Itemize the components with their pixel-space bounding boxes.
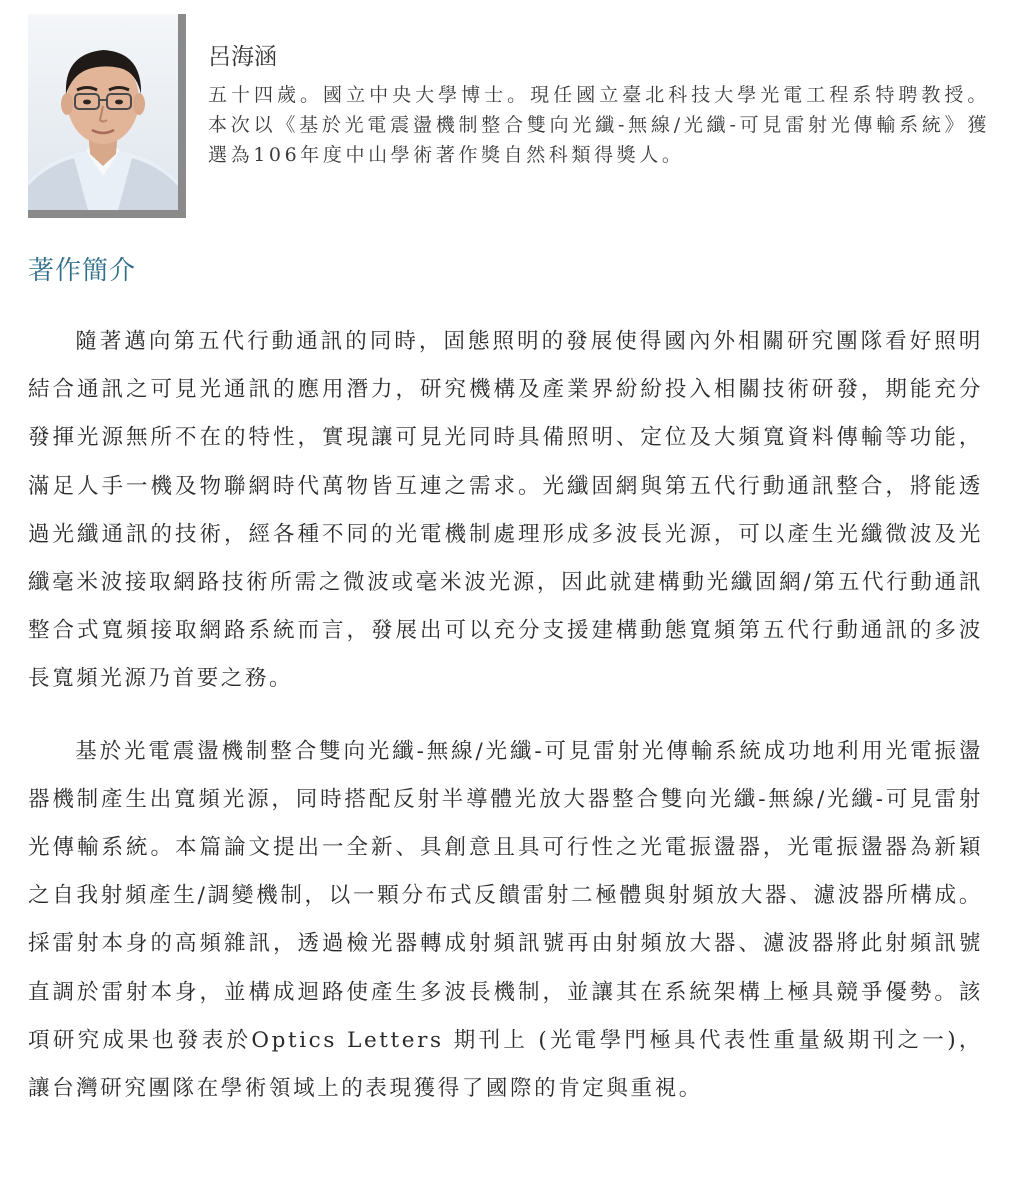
portrait-image [28,14,178,210]
author-bio: 五十四歲。國立中央大學博士。現任國立臺北科技大學光電工程系特聘教授。本次以《基於光電震盪機制整合雙向光纖-無線/光纖-可見雷射光傳輸系統》獲選為106年度中山學術著作獎自然科類得獎人。 [208,84,990,166]
work-summary [28,318,983,1113]
portrait-photo [28,14,186,218]
profile-block [208,42,990,170]
paragraph-2: 基於光電震盪機制整合雙向光纖-無線/光纖-可見雷射光傳輸系統成功地利用光電振盪器機制產生出寬頻光源，同時搭配反射半導體光放大器整合雙向光纖-無線/光纖-可見雷射光傳輸系統。本篇論文提出一全新、具創意且具可行性之光電振盪器，光電振盪器為新穎之自我射頻產生/調變機制，以一顆分布式反饋雷射二極體與射頻放大器、濾波器所構成。採雷射本身的高頻雜訊，透過檢光器轉成射頻訊號再由射頻放大器、濾波器將此射頻訊號直調於雷射本身，並構成迴路使產生多波長機制，並讓其在系統架構上極具競爭優勢。該項研究成果也發表於Optics Letters 期刊上 (光電學門極具代表性重量級期刊之一)，讓台灣研究團隊在學術領域上的表現獲得了國際的肯定與重視。 [28,738,983,1102]
section-title: 著作簡介 [28,256,137,286]
author-name: 呂海涵 [208,44,277,70]
paragraph-1: 隨著邁向第五代行動通訊的同時，固態照明的發展使得國內外相關研究團隊看好照明結合通訊之可見光通訊的應用潛力，研究機構及產業界紛紛投入相關技術研發，期能充分發揮光源無所不在的特性，實現讓可見光同時具備照明、定位及大頻寬資料傳輸等功能，滿足人手一機及物聯網時代萬物皆互連之需求。光纖固網與第五代行動通訊整合，將能透過光纖通訊的技術，經各種不同的光電機制處理形成多波長光源，可以產生光纖微波及光纖毫米波接取網路技術所需之微波或毫米波光源，因此就建構動光纖固網/第五代行動通訊整合式寬頻接取網路系統而言，發展出可以充分支援建構動態寬頻第五代行動通訊的多波長寬頻光源乃首要之務。 [28,329,983,692]
